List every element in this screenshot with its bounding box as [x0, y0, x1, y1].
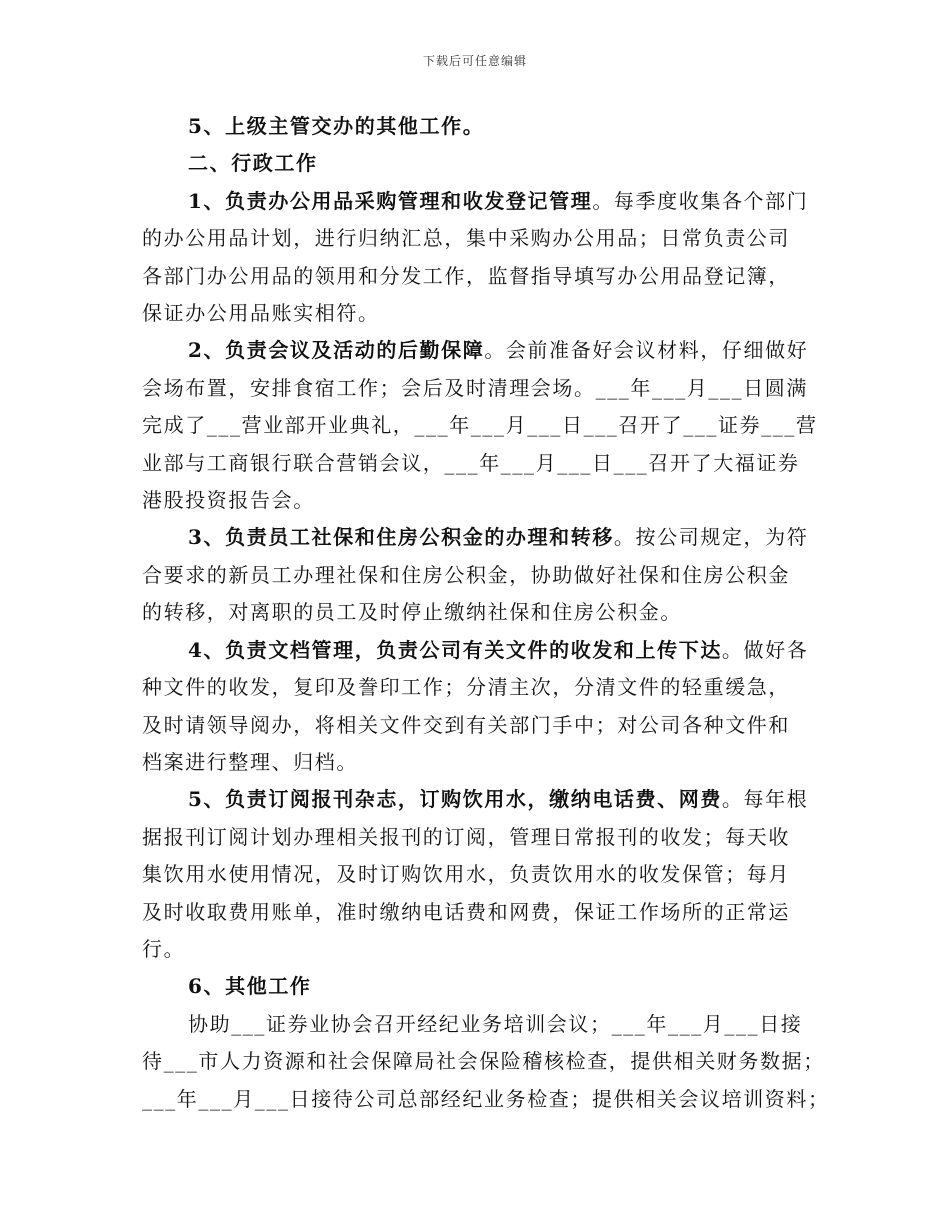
line-text: 保证办公用品账实相符。	[142, 301, 380, 326]
line-text: 行。	[142, 936, 186, 961]
line-text: 及时请领导阅办，将相关文件交到有关部门手中；对公司各种文件和	[142, 712, 790, 737]
line-text: 。每年根	[721, 787, 809, 812]
bold-heading: 5、上级主管交办的其他工作。	[188, 114, 485, 138]
text-line	[142, 1006, 812, 1043]
line-text: 档案进行整理、归档。	[142, 749, 358, 774]
line-text: 集饮用水使用情况，及时订购饮用水，负责饮用水的收发保管；每月	[142, 862, 790, 887]
text-line	[142, 781, 812, 818]
line-text: 。每季度收集各个部门	[592, 188, 809, 213]
line-text: 港股投资报告会。	[142, 488, 315, 513]
line-text: 。做好各	[721, 637, 809, 662]
line-text: 种文件的收发，复印及誊印工作；分清主次，分清文件的轻重缓急，	[142, 675, 790, 700]
text-line	[142, 370, 812, 407]
bold-heading: 3、负责员工社保和住房公积金的办理和转移	[188, 525, 614, 550]
bold-heading: 2、负责会议及活动的后勤保障	[188, 338, 485, 363]
text-line	[142, 183, 812, 220]
section-heading: 二、行政工作	[188, 151, 318, 176]
text-line	[142, 519, 812, 556]
page-header: 下载后可任意编辑	[422, 54, 527, 68]
line-text: 的转移，对离职的员工及时停止缴纳社保和住房公积金。	[142, 600, 682, 625]
text-line	[142, 145, 812, 182]
line-text: 完成了___营业部开业典礼，___年___月___日___召开了___证券___营	[142, 413, 818, 438]
text-line	[142, 220, 812, 257]
line-text: 据报刊订阅计划办理相关报刊的订阅，管理日常报刊的收发；每天收	[142, 824, 790, 849]
line-text: 各部门办公用品的领用和分发工作，监督指导填写办公用品登记簿，	[142, 263, 790, 288]
text-line	[142, 108, 812, 145]
text-line	[142, 968, 812, 1005]
document-body	[142, 108, 830, 1118]
text-line	[142, 332, 812, 369]
line-text: 。按公司规定，为符	[613, 525, 809, 550]
text-line	[142, 632, 812, 669]
line-text: 。会前准备好会议材料，仔细做好	[484, 338, 809, 363]
text-line	[142, 482, 812, 519]
line-text: 合要求的新员工办理社保和住房公积金，协助做好社保和住房公积金	[142, 562, 790, 587]
line-text: 及时收取费用账单，准时缴纳电话费和网费，保证工作场所的正常运	[142, 899, 790, 924]
bold-heading: 5、负责订阅报刊杂志，订购饮用水，缴纳电话费、网费	[188, 787, 722, 812]
bold-heading: 4、负责文档管理，负责公司有关文件的收发和上传下达	[188, 637, 722, 662]
text-line	[142, 557, 812, 594]
text-line	[142, 1081, 830, 1118]
line-text: 协助___证券业协会召开经纪业务培训会议；___年___月___日接	[188, 1011, 803, 1036]
text-line	[142, 445, 812, 482]
text-line	[142, 819, 812, 856]
line-text: 会场布置，安排食宿工作；会后及时清理会场。___年___月___日圆满	[142, 375, 808, 400]
line-text: 业部与工商银行联合营销会议，___年___月___日___召开了大福证券	[142, 450, 800, 475]
text-line	[142, 258, 812, 295]
text-line	[142, 669, 812, 706]
bold-heading: 6、其他工作	[188, 974, 312, 999]
text-line	[142, 856, 812, 893]
text-line	[142, 295, 812, 332]
text-line	[142, 1043, 825, 1080]
line-text: 待___市人力资源和社会保障局社会保险稽核检查，提供相关财务数据；	[142, 1049, 825, 1074]
text-line	[142, 594, 812, 631]
line-text: 的办公用品计划，进行归纳汇总，集中采购办公用品；日常负责公司	[142, 226, 790, 251]
bold-heading: 1、负责办公用品采购管理和收发登记管理	[188, 188, 593, 213]
text-line	[142, 707, 812, 744]
text-line	[142, 894, 812, 931]
line-text: ___年___月___日接待公司总部经纪业务检查；提供相关会议培训资料；	[142, 1086, 830, 1111]
text-line	[142, 407, 818, 444]
text-line	[142, 931, 812, 968]
text-line	[142, 744, 812, 781]
